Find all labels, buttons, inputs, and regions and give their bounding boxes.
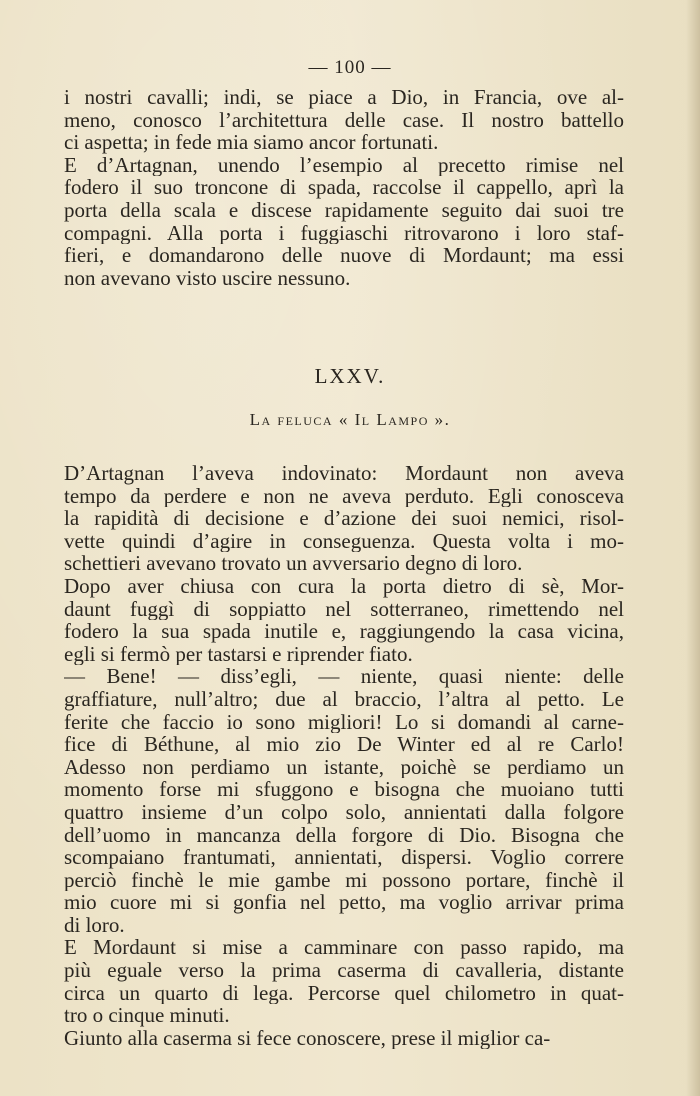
text-line: scompaiano frantumati, annientati, dispersi. Voglio correre [64, 846, 624, 869]
text-line: Dopo aver chiusa con cura la porta dietro di sè, Mor- [64, 574, 624, 598]
text-line: momento forse mi sfuggono e bisogna che muoiano tutti [64, 778, 624, 801]
text-line: E Mordaunt si mise a camminare con passo rapido, ma [64, 936, 624, 960]
text-line: i nostri cavalli; indi, se piace a Dio, in Francia, ove al- [64, 86, 624, 109]
text-line: daunt fuggì di soppiatto nel sotterraneo, rimettendo nel [64, 597, 624, 621]
text-line: mio cuore mi si gonfia nel petto, ma voglio arrivar prima [64, 891, 624, 914]
text-line: egli si fermò per tastarsi e riprender fiato. [64, 642, 413, 666]
text-line: fodero la sua spada inutile e, raggiungendo la casa vicina, [64, 620, 624, 643]
text-line: fice di Béthune, al mio zio De Winter ed al re Carlo! [64, 733, 624, 756]
page-edge-shadow [686, 0, 700, 1096]
chapter-title-text: La feluca « Il Lampo ». [249, 410, 451, 429]
text-line: porta della scala e discese rapidamente seguito dai suoi tre [64, 198, 624, 222]
text-line: D’Artagnan l’aveva indovinato: Mordaunt non aveva [64, 462, 624, 485]
text-block-top [64, 86, 624, 289]
text-block-main [64, 462, 624, 1049]
text-line: perciò finchè le mie gambe mi possono portare, finchè il [64, 868, 624, 892]
text-line: compagni. Alla porta i fuggiaschi ritrovarono i loro staf- [64, 221, 624, 245]
text-line: Adesso non perdiamo un istante, poichè se perdiamo un [64, 755, 624, 779]
text-line: la rapidità di decisione e d’azione dei suoi nemici, risol- [64, 507, 624, 530]
chapter-title [0, 410, 700, 430]
text-line: tempo da perdere e non ne aveva perduto. Egli conosceva [64, 484, 624, 508]
text-line: ferite che faccio io sono migliori! Lo si domandi al carne- [64, 710, 624, 734]
text-line: — Bene! — diss’egli, — niente, quasi niente: delle [64, 665, 624, 688]
text-line: E d’Artagnan, unendo l’esempio al precetto rimise nel [64, 153, 624, 177]
text-line: di loro. [64, 913, 125, 937]
text-line: non avevano visto uscire nessuno. [64, 266, 351, 290]
text-line: quattro insieme d’un colpo solo, annientati dalla folgore [64, 800, 624, 824]
text-line: graffiature, null’altro; due al braccio, l’altra al petto. Le [64, 687, 624, 711]
chapter-number: LXXV. [314, 364, 386, 388]
text-line: tro o cinque minuti. [64, 1004, 230, 1027]
text-line: meno, conosco l’architettura delle case. Il nostro battello [64, 108, 624, 132]
text-line: ci aspetta; in fede mia siamo ancor fortunati. [64, 131, 439, 154]
text-line: schettieri avevano trovato un avversario degno di loro. [64, 552, 523, 575]
page-number: — 100 — [308, 57, 392, 78]
text-line: più eguale verso la prima caserma di cavalleria, distante [64, 959, 624, 982]
text-line: dell’uomo in mancanza della forgore di Dio. Bisogna che [64, 823, 624, 847]
text-line: fodero il suo troncone di spada, raccolse il cappello, aprì la [64, 176, 624, 199]
text-line: circa un quarto di lega. Percorse quel chilometro in quat- [64, 981, 624, 1005]
text-line: vette quindi d’agire in conseguenza. Questa volta i mo- [64, 529, 624, 553]
text-line: fieri, e domandarono delle nuove di Mordaunt; ma essi [64, 244, 624, 267]
text-line: Giunto alla caserma si fece conoscere, prese il miglior ca- [64, 1026, 551, 1050]
